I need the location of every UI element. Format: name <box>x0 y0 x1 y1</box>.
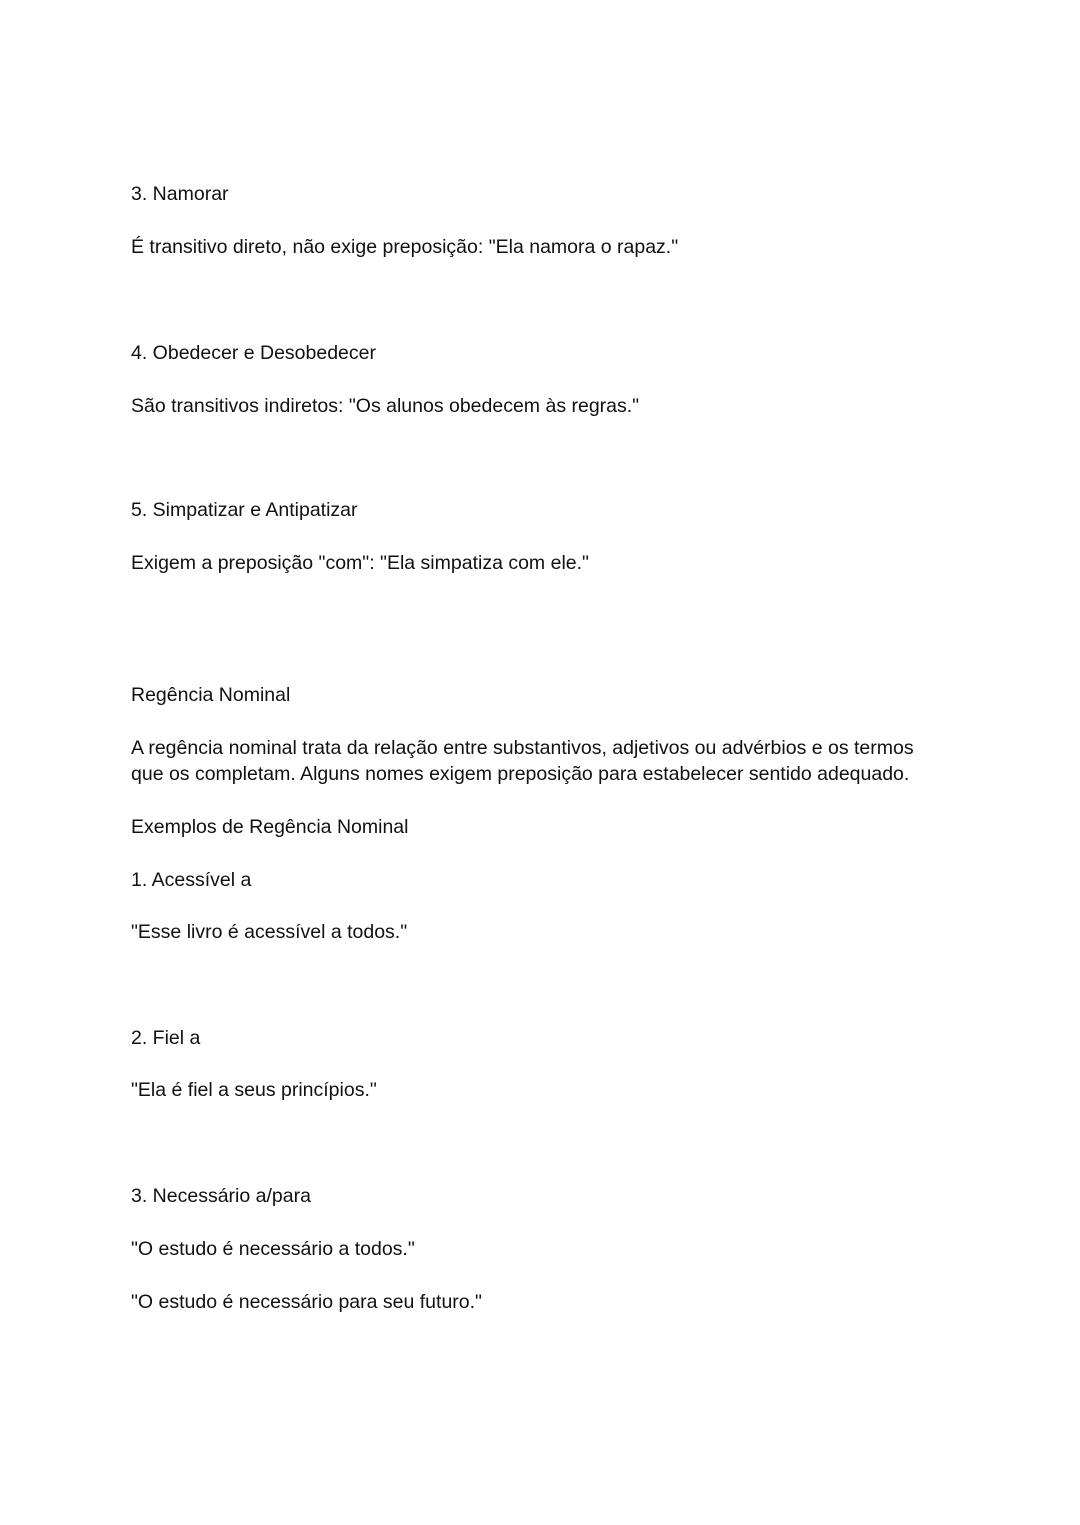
item-text-obedecer: São transitivos indiretos: "Os alunos obedecem às regras." <box>131 395 640 417</box>
example-heading-necessario: 3. Necessário a/para <box>131 1185 311 1207</box>
item-text-simpatizar: Exigem a preposição "com": "Ela simpatiza com ele." <box>131 552 589 574</box>
example-sentence-fiel: "Ela é fiel a seus princípios." <box>131 1079 377 1101</box>
item-heading-namorar: 3. Namorar <box>131 183 229 205</box>
intro-line-2: que os completam. Alguns nomes exigem preposição para estabelecer sentido adequado. <box>131 763 910 785</box>
item-heading-obedecer: 4. Obedecer e Desobedecer <box>131 342 376 364</box>
example-sentence-necessario-a: "O estudo é necessário a todos." <box>131 1238 415 1260</box>
example-heading-fiel: 2. Fiel a <box>131 1027 201 1049</box>
section-intro-paragraph <box>131 735 951 787</box>
intro-line-1: A regência nominal trata da relação entre substantivos, adjetivos ou advérbios e os termos <box>131 737 914 759</box>
example-heading-acessivel: 1. Acessível a <box>131 869 252 891</box>
example-sentence-acessivel: "Esse livro é acessível a todos." <box>131 921 408 943</box>
example-sentence-necessario-para: "O estudo é necessário para seu futuro." <box>131 1291 482 1313</box>
item-heading-simpatizar: 5. Simpatizar e Antipatizar <box>131 499 358 521</box>
section-title-regencia-nominal: Regência Nominal <box>131 684 291 706</box>
item-text-namorar: É transitivo direto, não exige preposição: "Ela namora o rapaz." <box>131 236 679 258</box>
examples-title: Exemplos de Regência Nominal <box>131 816 409 838</box>
